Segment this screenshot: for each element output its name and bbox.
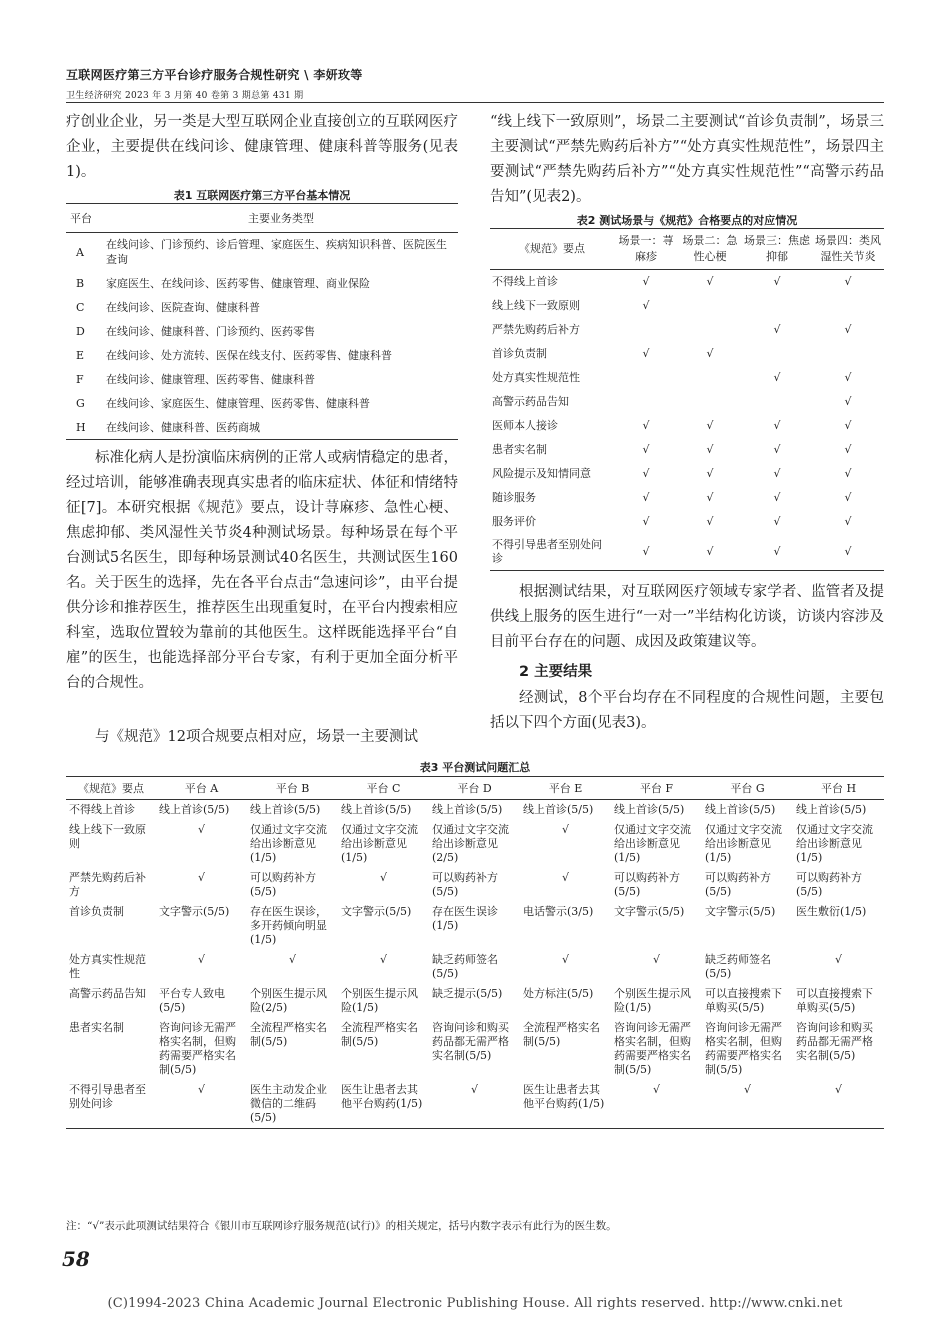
table3-result-cell: √ (561, 823, 569, 836)
table3-result-cell: 全流程严格实名制(5/5) (523, 1021, 600, 1048)
table3-result-cell: 线上首诊(5/5) (796, 803, 867, 816)
table3-result-cell: 咨询问诊无需严格实名制，但购药需要严格实名制(5/5) (159, 1021, 236, 1076)
table2-point-cell: 首诊负责制 (492, 347, 547, 360)
table2-point-cell: 风险提示及知情同意 (492, 467, 591, 480)
table2-check-cell: √ (844, 491, 852, 504)
table2-check-cell (742, 294, 812, 318)
table3-row (66, 1018, 884, 1080)
table3-result-cell: 咨询问诊和购买药品都无需严格实名制(5/5) (796, 1021, 873, 1062)
table3-result-cell: 电话警示(3/5) (523, 905, 594, 918)
table2-row (490, 486, 884, 510)
table2-row (490, 294, 884, 318)
section-heading-text: 2 主要结果 (519, 664, 593, 680)
table2-point-cell: 服务评价 (492, 515, 536, 528)
table3-result-cell: √ (561, 953, 569, 966)
table2-check-cell: √ (844, 443, 852, 456)
table2-row (490, 414, 884, 438)
table1-business-cell: 在线问诊、家庭医生、健康管理、医药零售、健康科普 (106, 396, 370, 410)
journal-info: 卫生经济研究 2023 年 3 月第 40 卷第 3 期总第 431 期 (66, 91, 304, 101)
table3-result-cell: 咨询问诊无需严格实名制，但购药需要严格实名制(5/5) (614, 1021, 691, 1076)
table2-point-cell: 严禁先购药后补方 (492, 323, 580, 336)
table3-result-cell: 存在医生误诊，多开药倾向明显(1/5) (250, 905, 327, 946)
table3-point-cell: 不得线上首诊 (69, 803, 135, 816)
table3-header-cell: 《规范》要点 (66, 777, 156, 800)
page-number: 58 (62, 1247, 90, 1271)
table3-result-cell: 可以直接搜索下单购买(5/5) (796, 987, 873, 1014)
intro-paragraph (66, 110, 458, 185)
table2-check-cell: √ (706, 275, 714, 288)
table2-check-cell (614, 366, 678, 390)
table2-check-cell: √ (642, 467, 650, 480)
table3-result-cell: √ (429, 1080, 520, 1129)
table2-check-cell: √ (773, 515, 781, 528)
table3-result-cell: 仅通过文字交流给出诊断意见(1/5) (705, 823, 782, 864)
table3-result-cell: 个别医生提示风险(2/5) (250, 987, 327, 1014)
results-paragraph (490, 686, 884, 736)
intro-text: 疗创业企业，另一类是大型互联网企业直接创立的互联网医疗企业，主要提供在线问诊、健康管理、健康科普等服务(见表1)。 (66, 114, 458, 180)
table1-row (66, 233, 458, 272)
table2-point-cell: 医师本人接诊 (492, 419, 558, 432)
table3-result-cell: 仅通过文字交流给出诊断意见(1/5) (614, 823, 691, 864)
table2-caption: 表2 测试场景与《规范》合格要点的对应情况 (576, 214, 798, 227)
table2-row (490, 438, 884, 462)
table3-result-cell: √ (197, 823, 205, 836)
table1-business-cell: 在线问诊、健康科普、门诊预约、医药零售 (106, 324, 315, 338)
table3-row (66, 868, 884, 902)
table1-business-cell: 在线问诊、处方流转、医保在线支付、医药零售、健康科普 (106, 348, 392, 362)
table2-header-scene3: 场景三：焦虑抑郁 (742, 229, 812, 270)
table1-header-business: 主要业务类型 (104, 204, 458, 233)
table2-check-cell: √ (773, 419, 781, 432)
table2-row (490, 510, 884, 534)
table1 (66, 203, 458, 440)
table2-row (490, 270, 884, 295)
table3-result-cell: 线上首诊(5/5) (159, 803, 230, 816)
table2-check-cell: √ (844, 275, 852, 288)
table3-result-cell: √ (611, 1080, 702, 1129)
section-heading (490, 660, 884, 685)
table2-point-cell: 线上线下一致原则 (492, 299, 580, 312)
table1-row (66, 319, 458, 343)
table1-business-cell: 家庭医生、在线问诊、医药零售、健康管理、商业保险 (106, 276, 370, 290)
table3-result-cell: 医生敷衍(1/5) (796, 905, 867, 918)
table3-result-cell: 咨询问诊无需严格实名制，但购药需要严格实名制(5/5) (705, 1021, 782, 1076)
table1-row (66, 343, 458, 367)
table2-header-scene4: 场景四：类风湿性关节炎 (812, 229, 884, 270)
table3-result-cell: 可以购药补方(5/5) (250, 871, 316, 898)
table2-check-cell: √ (844, 323, 852, 336)
table2-check-cell (614, 390, 678, 414)
table3-result-cell: √ (561, 871, 569, 884)
table3-result-cell: 医生让患者去其他平台购药(1/5) (338, 1080, 429, 1129)
table3-result-cell: 缺乏药师签名(5/5) (705, 953, 771, 980)
table3-result-cell: √ (702, 1080, 793, 1129)
table3-result-cell: √ (834, 953, 842, 966)
table2-point-cell: 不得引导患者至别处问诊 (490, 534, 614, 571)
table2-row (490, 462, 884, 486)
scenarios-text: “线上线下一致原则”，场景二主要测试“首诊负责制”，场景三主要测试“严禁先购药后补方”“处方真实性规范性”，场景四主要测试“严禁先购药后补方”“处方真实性规范性”“高警示药品告知”(见表2)。 (490, 114, 884, 205)
interview-paragraph (490, 580, 884, 655)
table1-platform-cell: G (76, 396, 85, 410)
table3-header-cell: 平台 H (793, 777, 884, 800)
table2-check-cell: √ (844, 515, 852, 528)
table1-row (66, 295, 458, 319)
table2-check-cell (742, 342, 812, 366)
table2-row (490, 366, 884, 390)
table3-point-cell: 线上线下一致原则 (69, 823, 146, 850)
table1-platform-cell: A (76, 245, 84, 259)
table2-check-cell: √ (706, 491, 714, 504)
table2 (490, 228, 884, 571)
table1-row (66, 391, 458, 415)
table3-result-cell: 医生让患者去其他平台购药(1/5) (520, 1080, 611, 1129)
table3-result-cell: 处方标注(5/5) (523, 987, 594, 1000)
table2-point-cell: 随诊服务 (492, 491, 536, 504)
running-title: 互联网医疗第三方平台诊疗服务合规性研究 \ 李妍玫等 (66, 68, 363, 82)
table3-header-cell: 平台 A (156, 777, 247, 800)
table3-row (66, 984, 884, 1018)
table3-result-cell: 文字警示(5/5) (159, 905, 230, 918)
table2-check-cell: √ (773, 443, 781, 456)
table2-row (490, 342, 884, 366)
table2-check-cell (678, 366, 742, 390)
table3-result-cell: 个别医生提示风险(1/5) (341, 987, 418, 1014)
table3-result-cell: 线上首诊(5/5) (523, 803, 594, 816)
table3-result-cell: √ (197, 871, 205, 884)
table1-row (66, 415, 458, 440)
copyright-footer: (C)1994-2023 China Academic Journal Electronic Publishing House. All rights reserved. http://www.cnki.net (107, 1296, 843, 1311)
table2-check-cell: √ (706, 419, 714, 432)
table2-check-cell: √ (642, 491, 650, 504)
table2-check-cell: √ (773, 275, 781, 288)
table1-platform-cell: D (76, 324, 85, 338)
table3-result-cell: 仅通过文字交流给出诊断意见(1/5) (250, 823, 327, 864)
table3-header-cell: 平台 C (338, 777, 429, 800)
table2-check-cell: √ (642, 443, 650, 456)
table3-result-cell: 全流程严格实名制(5/5) (250, 1021, 327, 1048)
table1-row (66, 367, 458, 391)
table1-platform-cell: F (76, 372, 84, 386)
table2-check-cell (678, 294, 742, 318)
table3-result-cell: 可以购药补方(5/5) (705, 871, 771, 898)
table3-result-cell: 线上首诊(5/5) (614, 803, 685, 816)
table3-header-cell: 平台 E (520, 777, 611, 800)
table3-row (66, 820, 884, 868)
table3 (66, 776, 884, 1129)
table2-check-cell (678, 390, 742, 414)
table2-check-cell: √ (812, 534, 884, 571)
table2-point-cell: 患者实名制 (492, 443, 547, 456)
table2-check-cell: √ (706, 467, 714, 480)
compliance-paragraph (66, 725, 458, 750)
table2-check-cell (812, 294, 884, 318)
table2-row (490, 390, 884, 414)
table3-point-cell: 患者实名制 (69, 1021, 124, 1034)
table1-business-cell: 在线问诊、健康管理、医药零售、健康科普 (106, 372, 315, 386)
table3-result-cell: 可以购药补方(5/5) (432, 871, 498, 898)
table3-result-cell: √ (197, 953, 205, 966)
table3-result-cell: √ (793, 1080, 884, 1129)
table2-row (490, 534, 884, 571)
table3-note: 注：“√”表示此项测试结果符合《银川市互联网诊疗服务规范(试行)》的相关规定，括号内数字表示有此行为的医生数。 (66, 1220, 617, 1232)
table3-header-cell: 平台 B (247, 777, 338, 800)
table3-result-cell: 可以购药补方(5/5) (796, 871, 862, 898)
table1-row (66, 271, 458, 295)
table3-result-cell: 线上首诊(5/5) (432, 803, 503, 816)
table2-check-cell (678, 318, 742, 342)
table1-platform-cell: B (76, 276, 85, 290)
table3-result-cell: √ (156, 1080, 247, 1129)
table3-result-cell: 文字警示(5/5) (614, 905, 685, 918)
table3-point-cell: 处方真实性规范性 (69, 953, 146, 980)
table3-result-cell: 全流程严格实名制(5/5) (341, 1021, 418, 1048)
table2-check-cell (742, 390, 812, 414)
table2-check-cell: √ (614, 534, 678, 571)
table3-result-cell: 仅通过文字交流给出诊断意见(1/5) (796, 823, 873, 864)
compliance-text: 与《规范》12项合规要点相对应，场景一主要测试 (95, 729, 418, 745)
standard-patient-text: 标准化病人是扮演临床病例的正常人或病情稳定的患者，经过培训，能够准确表现真实患者的临床症状、体征和情绪特征[7]。本研究根据《规范》要点，设计荨麻疹、急性心梗、焦虑抑郁、类风湿性关节炎4种测试场景。每种场景在每个平台测试5名医生，即每种场景测试40名医生，共测试医生160名。关于医生的选择，先在各平台点击“急速问诊”，由平台提供分诊和推荐医生，推荐医生出现重复时，在平台内搜索相应科室，选取位置较为靠前的其他医生。这样既能选择平台“自雇”的医生，也能选择部分平台专家，有利于更加全面分析平台的合规性。 (66, 450, 458, 691)
table2-check-cell: √ (706, 515, 714, 528)
table3-caption: 表3 平台测试问题汇总 (419, 761, 531, 774)
table3-result-cell: 可以购药补方(5/5) (614, 871, 680, 898)
table3-point-cell: 高警示药品告知 (69, 987, 146, 1000)
table1-business-cell: 在线问诊、门诊预约、诊后管理、家庭医生、疾病知识科普、医院医生查询 (106, 238, 447, 266)
table3-result-cell: 线上首诊(5/5) (705, 803, 776, 816)
table1-platform-cell: E (76, 348, 85, 362)
table2-check-cell: √ (773, 491, 781, 504)
table1-header-platform: 平台 (66, 204, 104, 233)
table2-check-cell (614, 318, 678, 342)
table3-result-cell: √ (288, 953, 296, 966)
header-rule (66, 102, 884, 103)
table1-business-cell: 在线问诊、医院查询、健康科普 (106, 300, 260, 314)
table2-check-cell: √ (706, 443, 714, 456)
table3-result-cell: 线上首诊(5/5) (341, 803, 412, 816)
table2-check-cell (812, 342, 884, 366)
table3-result-cell: 缺乏提示(5/5) (432, 987, 503, 1000)
table3-result-cell: 医生主动发企业微信的二维码(5/5) (247, 1080, 338, 1129)
table3-result-cell: √ (379, 953, 387, 966)
table2-row (490, 318, 884, 342)
table3-point-cell: 首诊负责制 (69, 905, 124, 918)
table2-check-cell: √ (678, 534, 742, 571)
table2-check-cell: √ (642, 515, 650, 528)
table1-platform-cell: H (66, 415, 104, 440)
table1-platform-cell: C (76, 300, 85, 314)
table3-result-cell: √ (652, 953, 660, 966)
table2-check-cell: √ (706, 347, 714, 360)
table3-result-cell: 文字警示(5/5) (341, 905, 412, 918)
table2-point-cell: 高警示药品告知 (492, 395, 569, 408)
table3-point-cell: 不得引导患者至别处问诊 (66, 1080, 156, 1129)
table3-result-cell: 仅通过文字交流给出诊断意见(2/5) (432, 823, 509, 864)
table2-check-cell: √ (642, 299, 650, 312)
table3-result-cell: 线上首诊(5/5) (250, 803, 321, 816)
interview-text: 根据测试结果，对互联网医疗领域专家学者、监管者及提供线上服务的医生进行“一对一”半结构化访谈，访谈内容涉及目前平台存在的问题、成因及政策建议等。 (490, 584, 884, 650)
scenarios-paragraph (490, 110, 884, 210)
table2-check-cell: √ (773, 371, 781, 384)
table3-point-cell: 严禁先购药后补方 (69, 871, 146, 898)
table1-business-cell: 在线问诊、健康科普、医药商城 (104, 415, 458, 440)
table2-check-cell: √ (844, 467, 852, 480)
table2-check-cell: √ (844, 371, 852, 384)
table3-result-cell: 可以直接搜索下单购买(5/5) (705, 987, 782, 1014)
table3-result-cell: 个别医生提示风险(1/5) (614, 987, 691, 1014)
table3-row (66, 902, 884, 950)
table3-header-cell: 平台 D (429, 777, 520, 800)
results-text: 经测试，8个平台均存在不同程度的合规性问题，主要包括以下四个方面(见表3)。 (490, 690, 884, 731)
table3-result-cell: √ (379, 871, 387, 884)
table2-header-scene2: 场景二：急性心梗 (678, 229, 742, 270)
standard-patient-paragraph (66, 446, 458, 696)
table2-check-cell: √ (642, 419, 650, 432)
table2-header-scene1: 场景一：荨麻疹 (614, 229, 678, 270)
table3-result-cell: 缺乏药师签名(5/5) (432, 953, 498, 980)
table2-check-cell: √ (742, 534, 812, 571)
table3-result-cell: 存在医生误诊(1/5) (432, 905, 498, 932)
table2-point-cell: 处方真实性规范性 (492, 371, 580, 384)
table3-result-cell: 仅通过文字交流给出诊断意见(1/5) (341, 823, 418, 864)
table2-check-cell: √ (642, 347, 650, 360)
table2-header-point: 《规范》要点 (490, 229, 614, 270)
table3-header-cell: 平台 G (702, 777, 793, 800)
table3-row (66, 1080, 884, 1129)
table3-result-cell: 文字警示(5/5) (705, 905, 776, 918)
table2-point-cell: 不得线上首诊 (492, 275, 558, 288)
table2-check-cell: √ (844, 419, 852, 432)
table3-result-cell: 平台专人致电(5/5) (159, 987, 225, 1014)
table2-check-cell: √ (642, 275, 650, 288)
table2-check-cell: √ (844, 395, 852, 408)
table3-row (66, 950, 884, 984)
table1-caption: 表1 互联网医疗第三方平台基本情况 (173, 189, 351, 202)
table3-result-cell: 咨询问诊和购买药品都无需严格实名制(5/5) (432, 1021, 509, 1062)
table2-check-cell: √ (773, 467, 781, 480)
table3-row (66, 800, 884, 821)
table3-header-cell: 平台 F (611, 777, 702, 800)
table2-check-cell: √ (773, 323, 781, 336)
